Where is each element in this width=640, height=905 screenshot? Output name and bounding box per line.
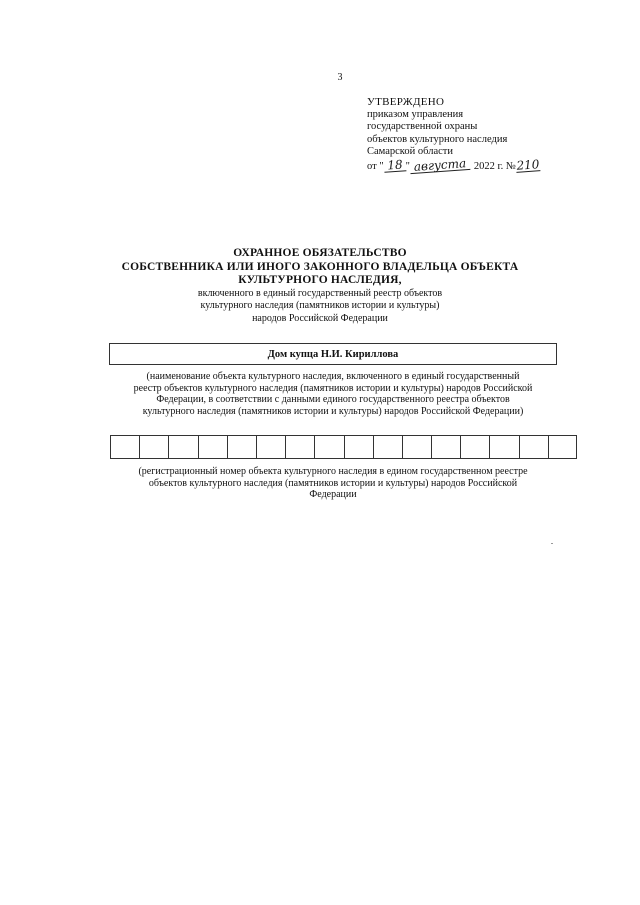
handwritten-order-number: 210 bbox=[515, 156, 540, 173]
approval-line-order: приказом управления bbox=[367, 108, 464, 120]
registration-number-caption bbox=[110, 466, 556, 501]
approval-line-objects: объектов культурного наследия bbox=[367, 133, 508, 145]
approval-stamp-block bbox=[367, 96, 587, 173]
registration-cell bbox=[402, 435, 431, 459]
document-title-line-2: СОБСТВЕННИКА ИЛИ ИНОГО ЗАКОННОГО ВЛАДЕЛЬЦА ОБЪЕКТА bbox=[121, 260, 519, 273]
page-number: 3 bbox=[337, 72, 343, 83]
object-name-field bbox=[109, 343, 557, 365]
registration-cell bbox=[227, 435, 256, 459]
date-quote: " bbox=[405, 160, 410, 172]
scan-speck bbox=[551, 543, 553, 544]
registration-cell bbox=[314, 435, 343, 459]
object-name-caption-line-4: культурного наследия (памятников истории и культуры) народов Российской Федерации) bbox=[142, 405, 524, 417]
object-name-caption bbox=[110, 371, 556, 417]
approval-stamp-title: УТВЕРЖДЕНО bbox=[367, 96, 445, 108]
registration-cell bbox=[198, 435, 227, 459]
document-subtitle-line-1: включенного в единый государственный реестр объектов bbox=[197, 287, 443, 299]
handwritten-month: августа bbox=[410, 156, 471, 173]
document-title-block bbox=[120, 247, 520, 325]
registration-number-grid bbox=[110, 435, 577, 459]
registration-cell bbox=[373, 435, 402, 459]
date-prefix: от " bbox=[367, 160, 384, 172]
registration-cell bbox=[460, 435, 489, 459]
handwritten-day: 18 bbox=[383, 158, 406, 173]
approval-date-line bbox=[367, 155, 587, 174]
registration-cell bbox=[489, 435, 518, 459]
registration-caption-line-2: объектов культурного наследия (памятников истории и культуры) народов Российской bbox=[148, 477, 518, 489]
registration-cell bbox=[110, 435, 139, 459]
object-name-caption-line-3: Федерации, в соответствии с данными единого государственного реестра объектов bbox=[156, 394, 510, 405]
document-title-line-1: ОХРАННОЕ ОБЯЗАТЕЛЬСТВО bbox=[233, 247, 407, 259]
document-subtitle-line-2: культурного наследия (памятников истории и культуры) bbox=[200, 300, 440, 311]
registration-cell bbox=[431, 435, 460, 459]
document-title-line-3: КУЛЬТУРНОГО НАСЛЕДИЯ, bbox=[238, 274, 402, 286]
registration-cell bbox=[548, 435, 577, 459]
registration-caption-line-3: Федерации bbox=[309, 489, 357, 500]
object-name-value: Дом купца Н.И. Кириллова bbox=[267, 348, 399, 360]
registration-cell bbox=[168, 435, 197, 459]
registration-cell bbox=[519, 435, 548, 459]
registration-caption-line-1: (регистрационный номер объекта культурного наследия в едином государственном реестре bbox=[138, 466, 528, 477]
approval-line-department: государственной охраны bbox=[367, 121, 478, 132]
date-year: 2022 г. № bbox=[473, 160, 516, 172]
registration-cell bbox=[285, 435, 314, 459]
registration-cell bbox=[139, 435, 168, 459]
object-name-caption-line-1: (наименование объекта культурного наследия, включенного в единый государственный bbox=[146, 371, 520, 382]
object-name-caption-line-2: реестр объектов культурного наследия (памятников истории и культуры) народов Российской bbox=[133, 382, 533, 394]
document-subtitle-line-3: народов Российской Федерации bbox=[252, 312, 388, 324]
registration-cell bbox=[344, 435, 373, 459]
registration-cell bbox=[256, 435, 285, 459]
approval-line-region: Самарской области bbox=[367, 146, 453, 157]
